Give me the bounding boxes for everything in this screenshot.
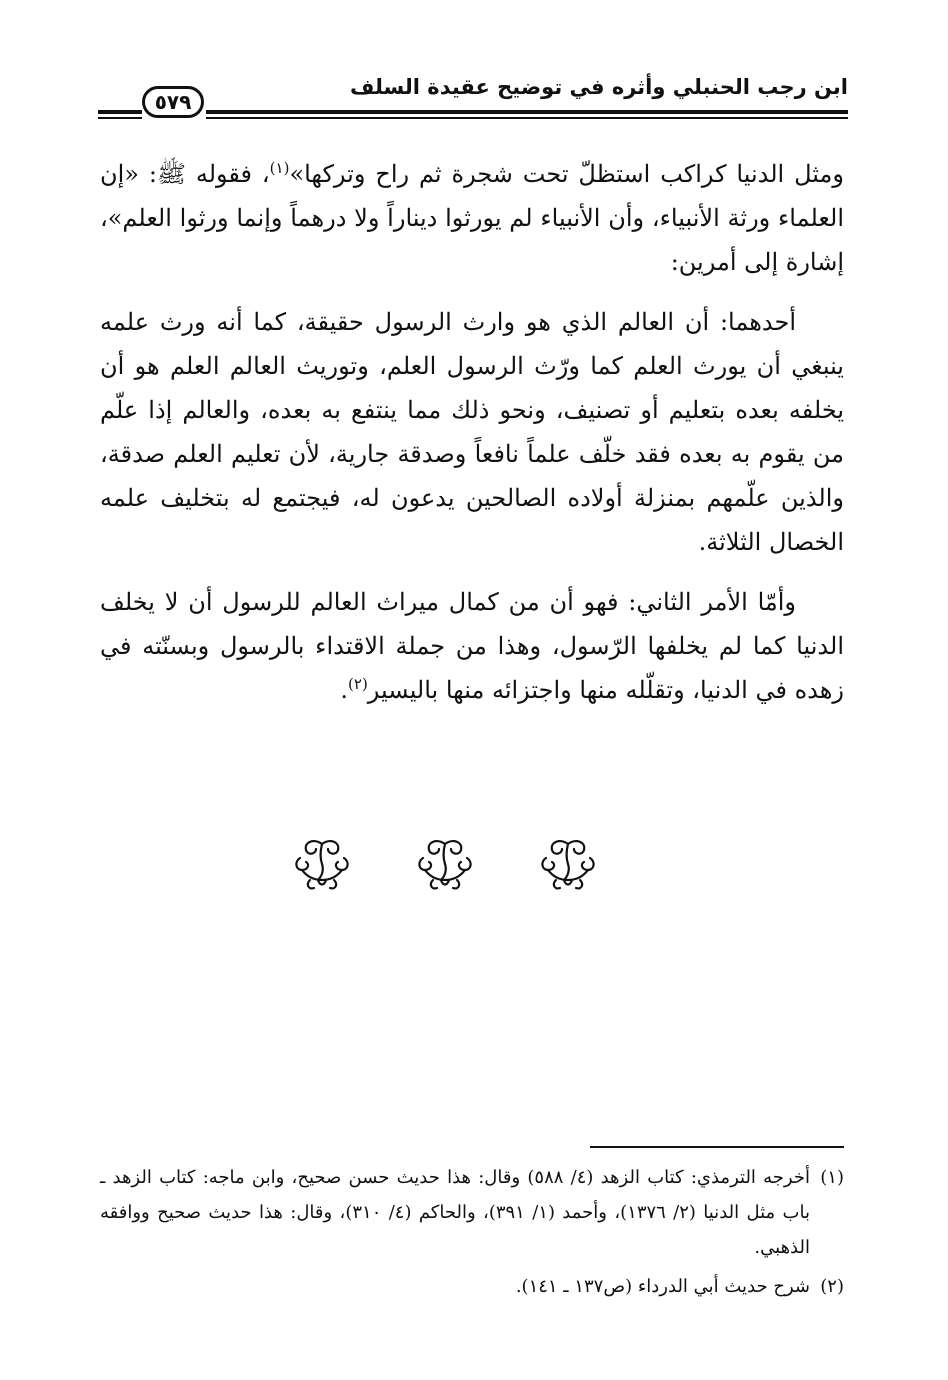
page-header — [98, 70, 848, 126]
fleuron-icon — [536, 836, 600, 892]
section-ornament — [290, 836, 600, 892]
footnote-text: شرح حديث أبي الدرداء (ص١٣٧ ـ ١٤١). — [515, 1276, 810, 1297]
footnote-text: أخرجه الترمذي: كتاب الزهد (٤/ ٥٨٨) وقال: هذا حديث حسن صحيح، وابن ماجه: كتاب الزهد ـ باب مثل الدنيا (٢/ ١٣٧٦)، وأحمد (١/ ٣٩١)، والحاكم (٤/ ٣١٠)، وقال: هذا حديث صحيح ووافقه الذهبي. — [100, 1167, 810, 1258]
paragraph-text: ومثل الدنيا كراكب استظلّ تحت شجرة ثم راح وتركها» — [289, 160, 844, 188]
footnotes — [100, 1160, 844, 1308]
page-number-frame — [142, 86, 204, 118]
main-text — [100, 152, 844, 728]
footnote — [100, 1269, 844, 1304]
footnote-separator — [590, 1146, 844, 1148]
fleuron-icon — [413, 836, 477, 892]
footnote-number: (٢) — [820, 1276, 844, 1297]
paragraph — [100, 580, 844, 712]
footnote-ref[interactable]: (٢) — [348, 675, 368, 693]
paragraph-text: ، فقوله ﷺ: «إن العلماء ورثة الأنبياء، وأن الأنبياء لم يورثوا ديناراً ولا درهماً وإنما ورثوا العلم»، إشارة إلى أمرين: — [100, 160, 844, 276]
running-title: ابن رجب الحنبلي وأثره في توضيح عقيدة السلف — [349, 75, 848, 99]
header-rule — [206, 110, 848, 114]
paragraph — [100, 152, 844, 284]
header-rule-left — [98, 110, 142, 114]
paragraph — [100, 300, 844, 564]
footnote-number: (١) — [820, 1167, 844, 1188]
header-rule-left-thin — [98, 117, 142, 119]
paragraph-text: وأمّا الأمر الثاني: فهو أن من كمال ميراث العالم للرسول أن لا يخلف الدنيا كما لم يخلفها الرّسول، وهذا من جملة الاقتداء بالرسول وبسنّته في زهده في الدنيا، وتقلّله منها واجتزائه منها باليسير — [100, 588, 844, 704]
paragraph-text: أحدهما: أن العالم الذي هو وارث الرسول حقيقة، كما أنه ورث علمه ينبغي أن يورث العلم كما ورّث الرسول العلم، وتوريث العالم العلم هو أن يخلفه بعده بتعليم أو تصنيف، ونحو ذلك مما ينتفع به بعده، والعالم إذا علّم من يقوم به بعده فقد خلّف علماً نافعاً وصدقة جارية، لأن تعليم العلم صدقة، والذين علّمهم بمنزلة أولاده الصالحين يدعون له، فيجتمع له بتخليف علمه الخصال الثلاثة. — [100, 308, 845, 556]
page-number: ٥٧٩ — [154, 90, 192, 114]
paragraph-text: . — [340, 676, 349, 704]
header-rule-thin — [206, 117, 848, 119]
footnote-ref[interactable]: (١) — [269, 159, 290, 177]
fleuron-icon — [290, 836, 354, 892]
footnote — [100, 1160, 844, 1265]
